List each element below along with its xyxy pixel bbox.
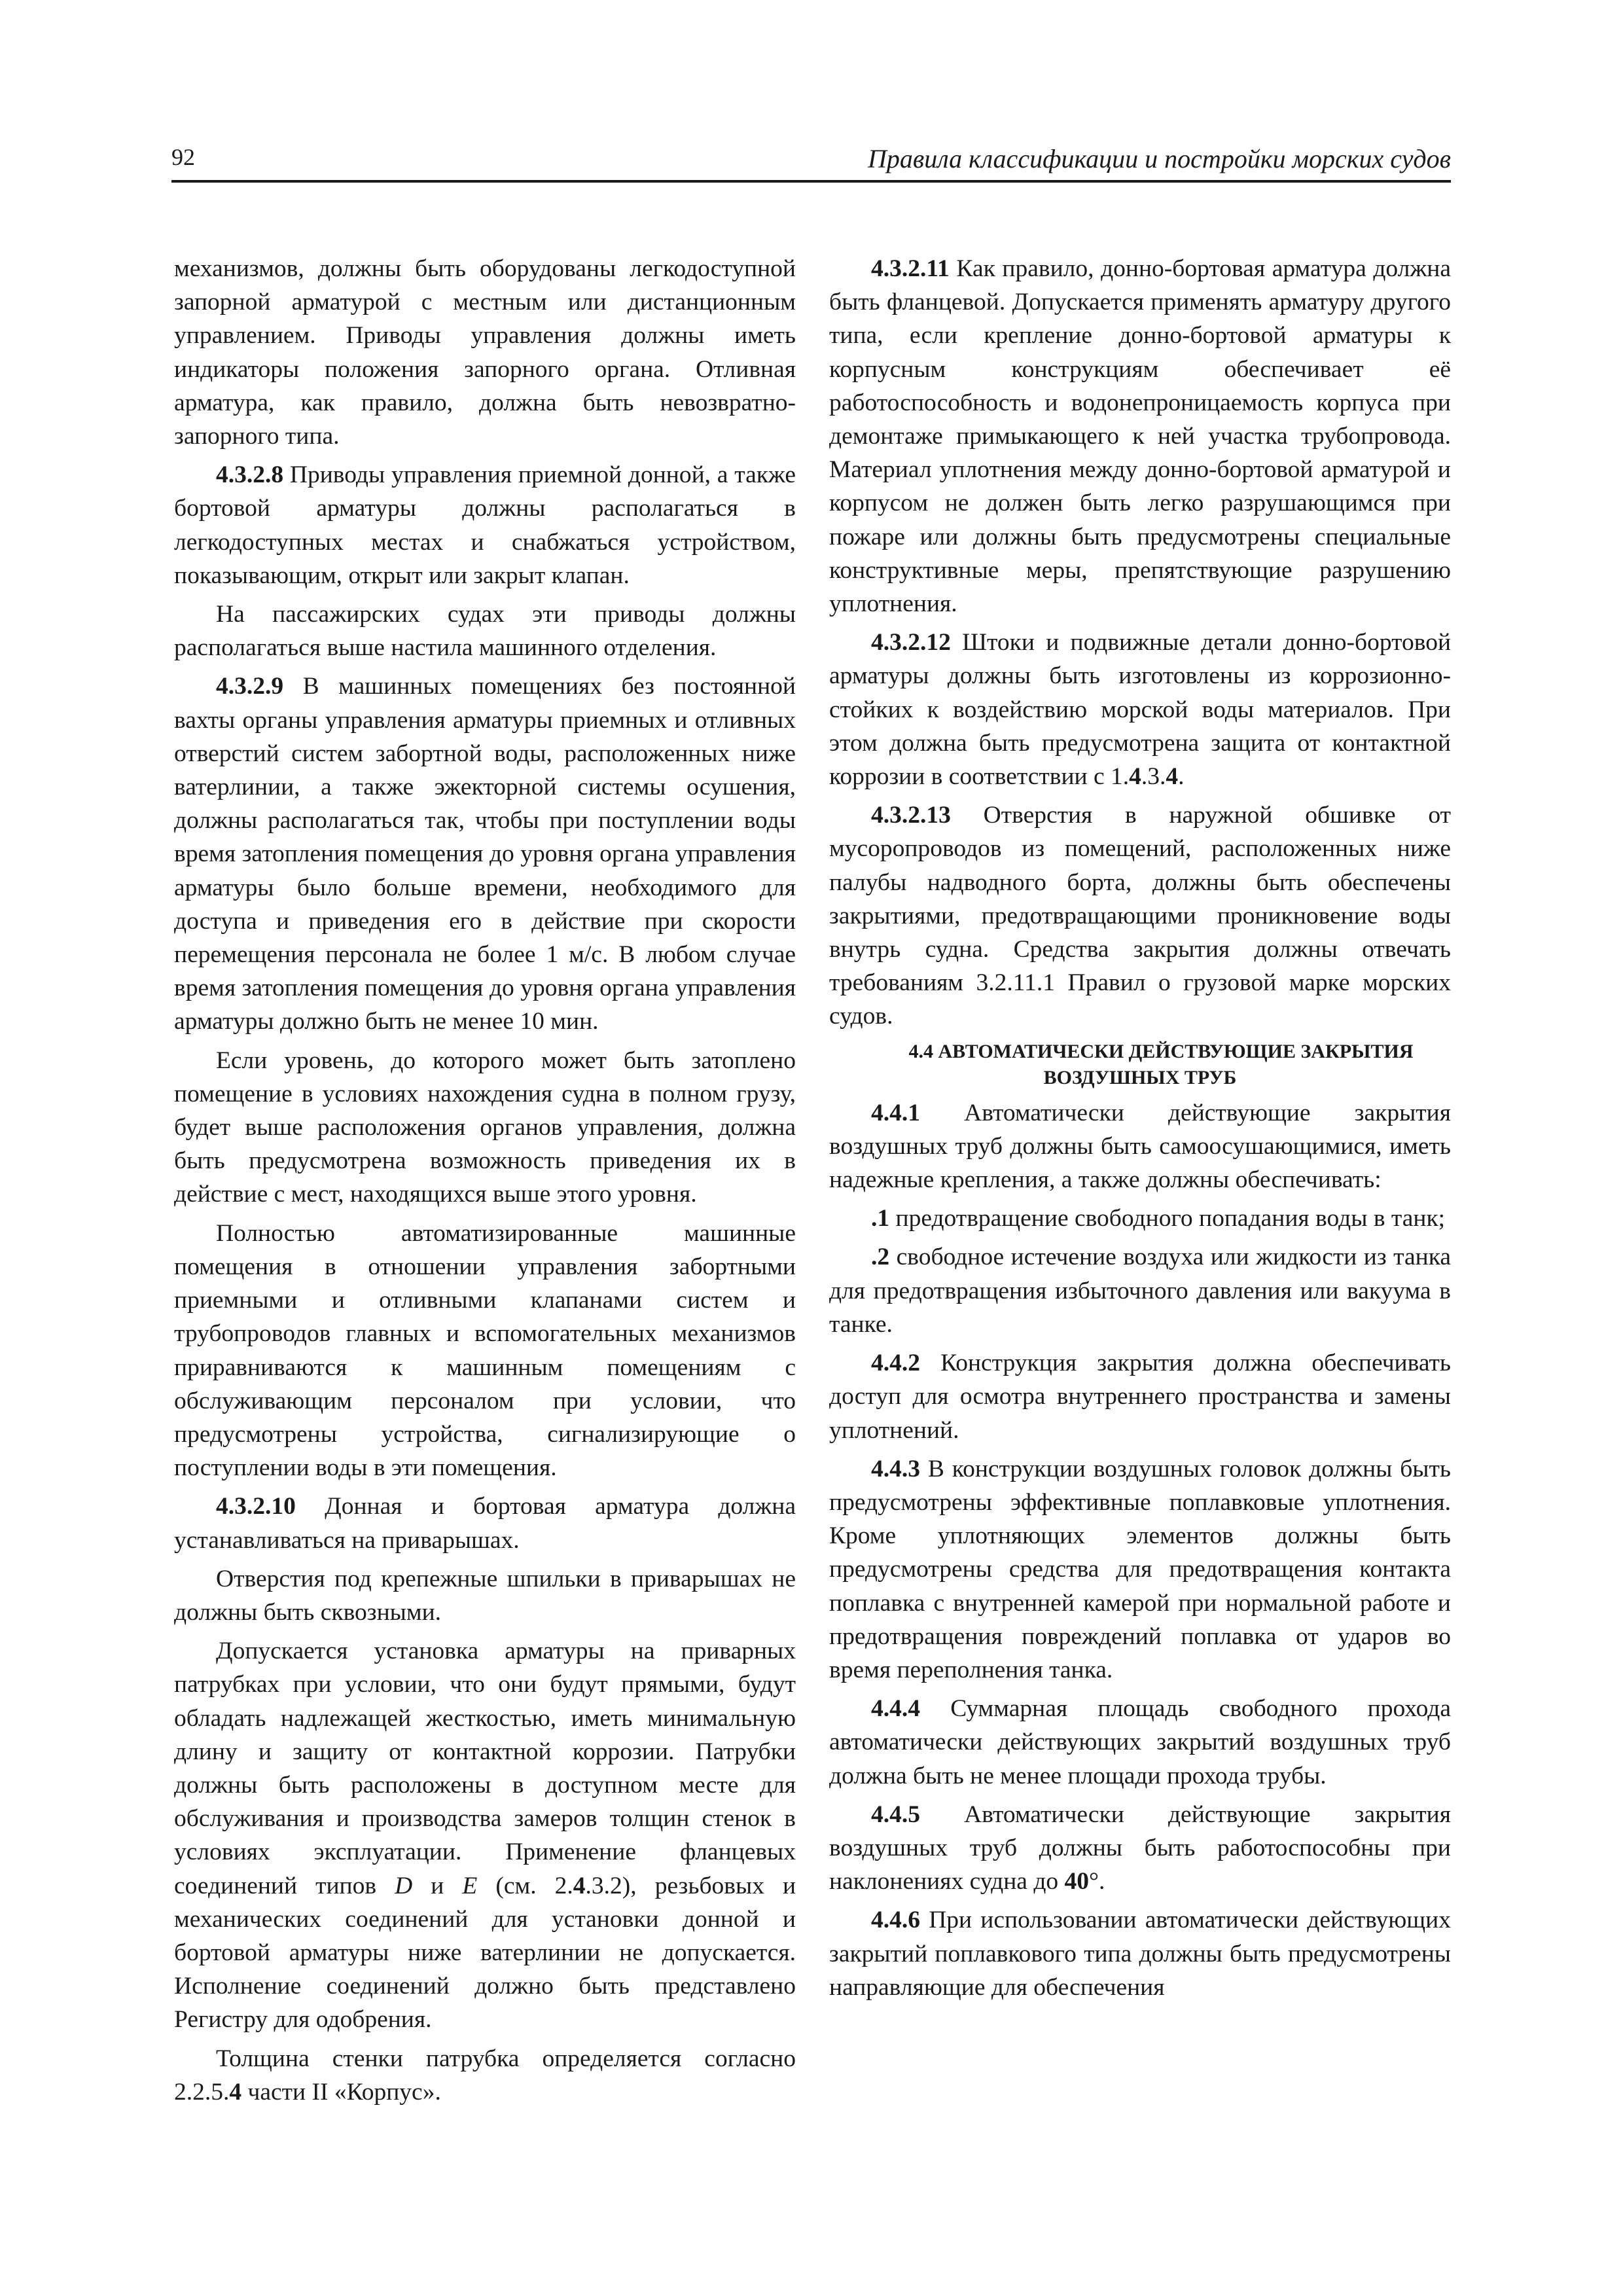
paragraph: 4.3.2.10 Донная и бортовая арматура должна устанавливаться на приварышах. xyxy=(174,1493,796,1554)
clause-number: 4.3.2.13 xyxy=(871,802,951,829)
clause-number: 4.4.4 xyxy=(871,1695,920,1723)
paragraph: 4.4.3 В конструкции воздушных головок должны быть предусмотрены эффективные поплавковые уплотнения. Кроме уплотняющих элементов должны быть предусмотрены средства для предотвращения контакта поплавка с внутренней камерой при нормальной работе и предотвращения повреждений поплавка от ударов во время переполнения танка. xyxy=(829,1455,1451,1683)
running-title: Правила классификации и постройки морских судов xyxy=(867,144,1451,173)
paragraph: 4.3.2.11 Как правило, донно-бортовая арматура должна быть фланцевой. Допускается применять арматуру другого типа, если крепление донно-бортовой арматуры к корпусным конструкциям обеспечивает её работоспособность и водонепроницаемость корпуса при демонтаже примыкающего к ней участка трубопровода. Материал уплотнения между донно-бортовой арматурой и корпусом не должен быть легко разрушающимся при пожаре или должны быть предусмотрены специальные конструктивные меры, препятствующие разрушению уплотнения. xyxy=(829,255,1451,618)
clause-number: 4.3.2.9 xyxy=(216,673,284,700)
clause-number: 4.3.2.8 xyxy=(216,461,284,489)
paragraph: механизмов, должны быть оборудованы легкодоступной запорной арматурой с местным или дистанционным управлением. Приводы управления должны иметь индикаторы положения запорного органа. Отливная арматура, как правило, должна быть невозвратно-запорного типа. xyxy=(174,255,796,450)
paragraph: 4.3.2.13 Отверстия в наружной обшивке от мусоропроводов из помещений, расположенных ниже палубы надводного борта, должны быть обеспечены закрытиями, предотвращающими проникновение воды внутрь судна. Средства закрытия должны отвечать требованиям 3.2.11.1 Правил о грузовой марке морских судов. xyxy=(829,802,1452,1030)
clause-number: 4.4.5 xyxy=(871,1801,920,1828)
clause-number: 4.3.2.10 xyxy=(216,1493,296,1520)
paragraph: 4.4.1 Автоматически действующие закрытия воздушных труб должны быть самоосушающимися, иметь надежные крепления, а также должны обеспечивать: xyxy=(829,1099,1452,1194)
paragraph: Полностью автоматизированные машинные помещения в отношении управления забортными приемными и отливными клапанами систем и трубопроводов главных и вспомогательных механизмов приравниваются к машинным помещениям с обслуживающим персоналом при условии, что предусмотрены устройства, сигнализирующие о поступлении воды в эти помещения. xyxy=(174,1219,796,1482)
right-column xyxy=(829,252,1451,2009)
paragraph: 4.3.2.9 В машинных помещениях без постоянной вахты органы управления арматуры приемных и отливных отверстий систем забортной воды, расположенных ниже ватерлинии, а также эжекторной системы осушения, должны располагаться так, чтобы при поступлении воды время затопления помещения до уровня органа управления арматуры было больше времени, необходимого для доступа и приведения его в действие при скорости перемещения персонала не более 1 м/с. В любом случае время затопления помещения до уровня органа управления арматуры должно быть не менее 10 мин. xyxy=(174,673,796,1035)
paragraph: 4.4.4 Суммарная площадь свободного прохода автоматически действующих закрытий воздушных труб должна быть не менее площади прохода трубы. xyxy=(829,1695,1452,1789)
paragraph: 4.4.6 При использовании автоматически действующих закрытий поплавкового типа должны быть предусмотрены направляющие для обеспечения xyxy=(829,1907,1451,2001)
clause-number: 4.4.6 xyxy=(871,1907,920,1934)
list-item: .1 предотвращение свободного попадания воды в танк; xyxy=(871,1205,1446,1232)
paragraph: 4.4.2 Конструкция закрытия должна обеспечивать доступ для осмотра внутреннего пространства и замены уплотнений. xyxy=(829,1350,1452,1444)
clause-number: 4.3.2.11 xyxy=(871,255,950,282)
paragraph: 4.3.2.12 Штоки и подвижные детали донно-бортовой арматуры должны быть изготовлены из коррозионно-стойких к воздействию морской воды материалов. При этом должна быть предусмотрена защита от контактной коррозии в соответствии с 1.4.3.4. xyxy=(829,629,1452,791)
page-number: 92 xyxy=(171,144,195,170)
paragraph: Допускается установка арматуры на приварных патрубках при условии, что они будут прямыми, будут обладать надлежащей жесткостью, иметь минимальную длину и защиту от контактной коррозии. Патрубки должны быть расположены в доступном месте для обслуживания и производства замеров толщин стенок в условиях эксплуатации. Применение фланцевых соединений типов D и E (см. 2.4.3.2), резьбовых и механических соединений для установки донной и бортовой арматуры ниже ватерлинии не допускается. Исполнение соединений должно быть представлено Регистру для одобрения. xyxy=(174,1638,796,2034)
paragraph: 4.4.5 Автоматически действующие закрытия воздушных труб должны быть работоспособны при наклонениях судна до 40°. xyxy=(829,1801,1452,1895)
list-item: .2 свободное истечение воздуха или жидкости из танка для предотвращения избыточного давления или вакуума в танке. xyxy=(829,1244,1451,1338)
paragraph: 4.3.2.8 Приводы управления приемной донной, а также бортовой арматуры должны располагаться в легкодоступных местах и снабжаться устройством, показывающим, открыт или закрыт клапан. xyxy=(174,461,796,589)
paragraph: На пассажирских судах эти приводы должны располагаться выше настила машинного отделения. xyxy=(174,601,796,662)
paragraph: Если уровень, до которого может быть затоплено помещение в условиях нахождения судна в полном грузу, будет выше расположения органов управления, должна быть предусмотрена возможность приведения их в действие с мест, находящихся выше этого уровня. xyxy=(174,1047,796,1208)
page-header xyxy=(171,141,1451,183)
clause-number: 4.4.3 xyxy=(871,1455,920,1482)
paragraph: Толщина стенки патрубка определяется согласно 2.2.5.4 части II «Корпус». xyxy=(174,2045,796,2106)
clause-number: 4.4.1 xyxy=(871,1099,920,1126)
section-title: 4.4 АВТОМАТИЧЕСКИ ДЕЙСТВУЮЩИЕ ЗАКРЫТИЯ ВОЗДУШНЫХ ТРУБ xyxy=(908,1040,1414,1088)
paragraph: Отверстия под крепежные шпильки в приварышах не должны быть сквозными. xyxy=(174,1565,796,1626)
clause-number: 4.4.2 xyxy=(871,1350,920,1377)
clause-number: 4.3.2.12 xyxy=(871,629,951,656)
left-column xyxy=(174,252,796,2114)
